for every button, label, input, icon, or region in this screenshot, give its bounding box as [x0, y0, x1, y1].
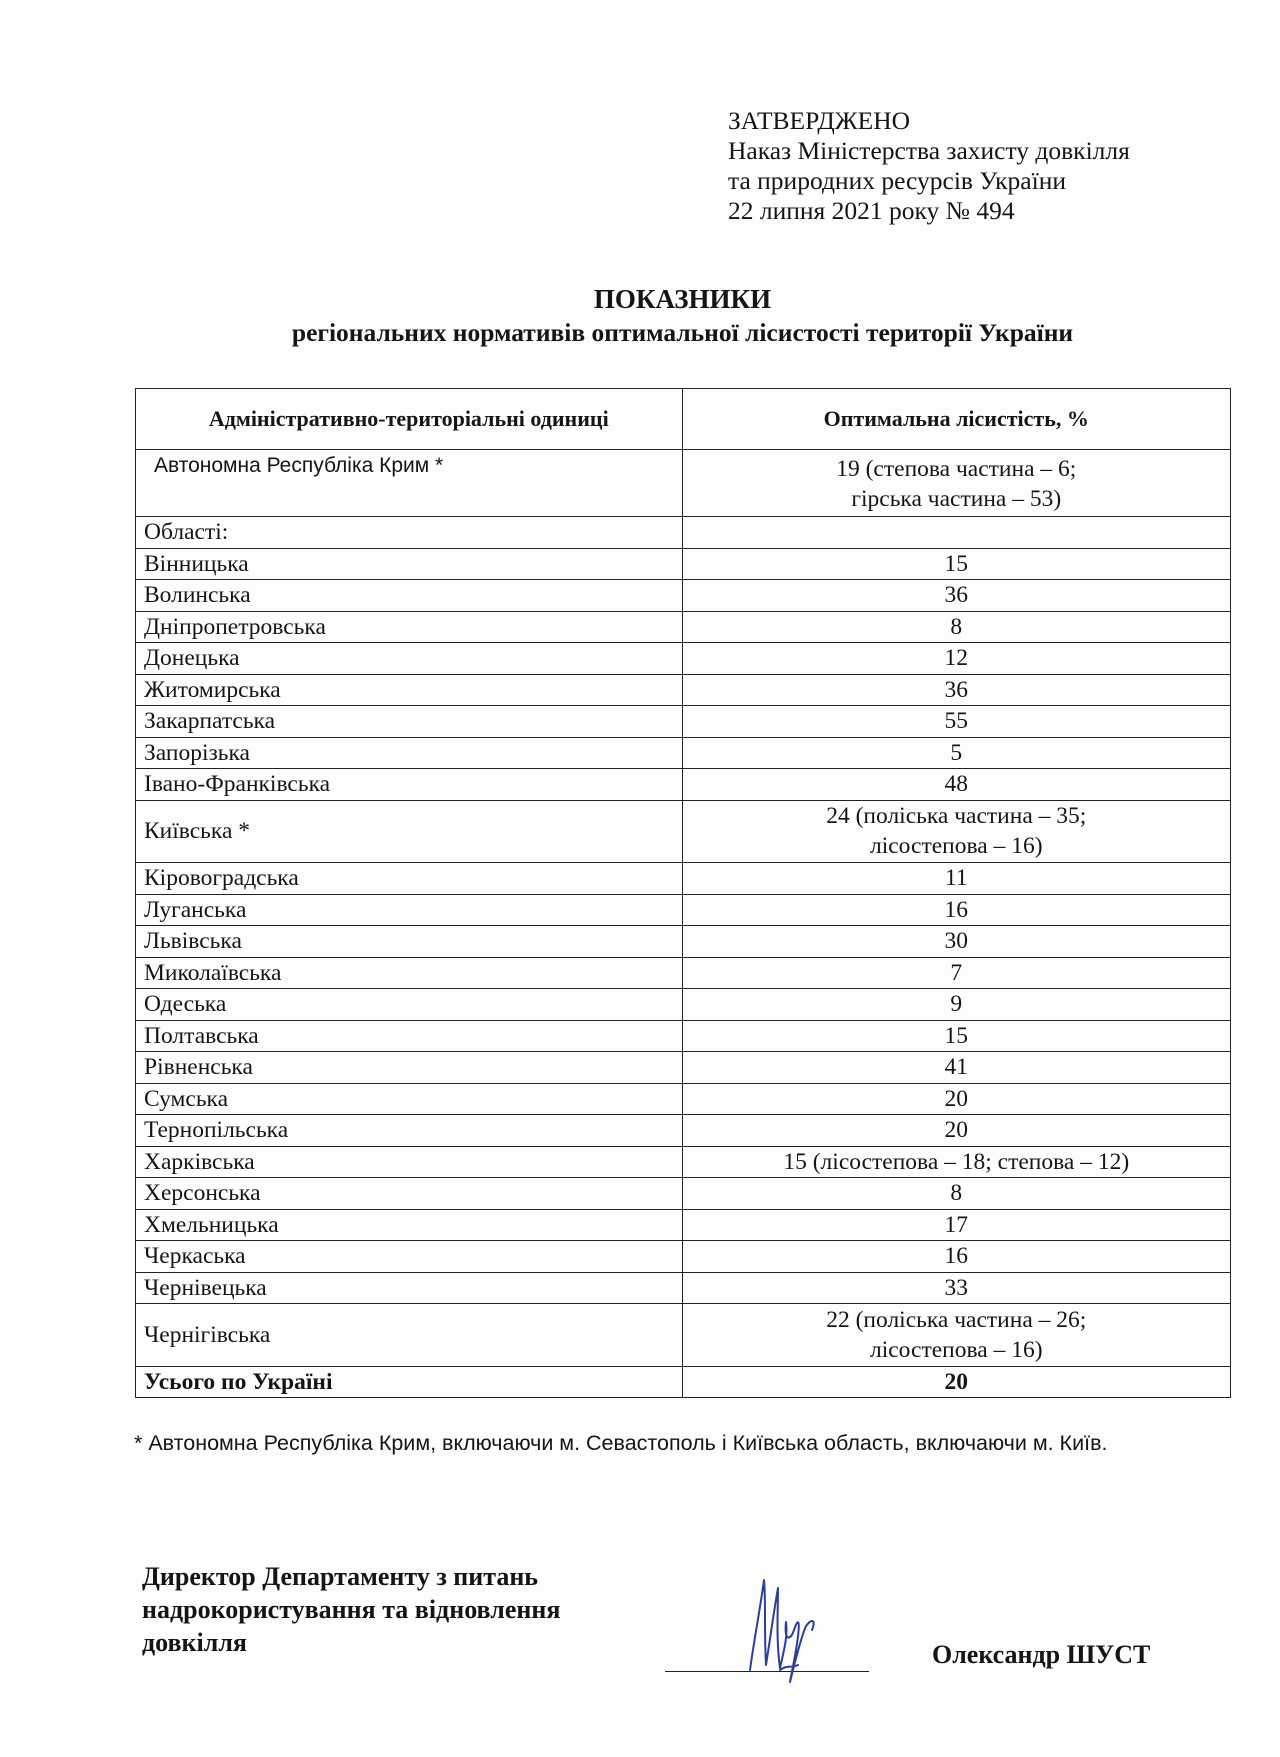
row-name: Чернігівська	[136, 1304, 683, 1367]
row-value-line1: 19 (степова частина – 6;	[836, 456, 1077, 482]
table-row-regions-label	[136, 517, 1231, 549]
signer-title-line3: довкілля	[142, 1628, 247, 1657]
row-name: Харківська	[136, 1146, 683, 1178]
table-row	[136, 706, 1231, 738]
row-name: Одеська	[136, 989, 683, 1021]
row-value-line1: 24 (поліська частина – 35;	[826, 803, 1087, 830]
approval-order: Наказ Міністерства захисту довкілля	[728, 136, 1130, 165]
row-value: 15 (лісостепова – 18; степова – 12)	[682, 1146, 1230, 1178]
row-value: 11	[682, 863, 1230, 895]
row-name: Миколаївська	[136, 957, 683, 989]
total-value: 20	[682, 1366, 1230, 1398]
row-name: Вінницька	[136, 548, 683, 580]
row-name: Херсонська	[136, 1178, 683, 1210]
row-value: 16	[682, 1241, 1230, 1273]
approval-stamp	[728, 106, 1130, 226]
row-value: 15	[682, 548, 1230, 580]
table-row	[136, 611, 1231, 643]
row-value-line2: гірська частина – 53)	[851, 486, 1062, 512]
table-row	[136, 769, 1231, 801]
row-value-line1: 22 (поліська частина – 26;	[826, 1306, 1087, 1333]
table-row	[136, 1020, 1231, 1052]
row-value: 41	[682, 1052, 1230, 1084]
row-value: 9	[682, 989, 1230, 1021]
table-row	[136, 989, 1231, 1021]
row-name: Луганська	[136, 894, 683, 926]
row-value-empty	[682, 517, 1230, 549]
row-value-line2: лісостепова – 16)	[870, 1336, 1043, 1363]
table-row-crimea	[136, 450, 1231, 517]
row-value: 55	[682, 706, 1230, 738]
document-subtitle: регіональних нормативів оптимальної лісистості території України	[291, 318, 1074, 347]
row-name: Запорізька	[136, 737, 683, 769]
row-name: Автономна Республіка Крим *	[136, 450, 683, 517]
row-name: Волинська	[136, 580, 683, 612]
row-value: 16	[682, 894, 1230, 926]
table-row	[136, 548, 1231, 580]
forest-cover-table	[135, 388, 1231, 1398]
signer-title-line2: надрокористування та відновлення	[142, 1595, 561, 1624]
table-row	[136, 1272, 1231, 1304]
row-value: 36	[682, 674, 1230, 706]
signer-name: Олександр ШУСТ	[932, 1640, 1151, 1669]
approval-ministry: та природних ресурсів України	[728, 166, 1066, 195]
row-name: Дніпропетровська	[136, 611, 683, 643]
row-name: Львівська	[136, 926, 683, 958]
handwritten-signature	[720, 1570, 830, 1690]
row-value: 17	[682, 1209, 1230, 1241]
row-value: 7	[682, 957, 1230, 989]
table-row	[136, 1241, 1231, 1273]
row-value: 8	[682, 1178, 1230, 1210]
table-row-total	[136, 1366, 1231, 1398]
table-row	[136, 1115, 1231, 1147]
approval-title: ЗАТВЕРДЖЕНО	[728, 106, 911, 135]
row-value: 30	[682, 926, 1230, 958]
table-row	[136, 674, 1231, 706]
row-name: Івано-Франківська	[136, 769, 683, 801]
signer-title-line1: Директор Департаменту з питань	[142, 1562, 539, 1591]
row-name: Хмельницька	[136, 1209, 683, 1241]
row-value	[682, 1304, 1230, 1367]
row-name: Кіровоградська	[136, 863, 683, 895]
document-title: ПОКАЗНИКИ	[593, 284, 772, 314]
row-name: Полтавська	[136, 1020, 683, 1052]
table-row	[136, 737, 1231, 769]
row-value: 15	[682, 1020, 1230, 1052]
footnote: * Автономна Республіка Крим, включаючи м. Севастополь і Київська область, включаючи м. Київ.	[134, 1431, 1108, 1455]
row-name: Київська *	[136, 800, 683, 863]
row-name: Рівненська	[136, 1052, 683, 1084]
approval-date: 22 липня 2021 року № 494	[728, 196, 1015, 225]
table-row	[136, 1178, 1231, 1210]
row-value: 48	[682, 769, 1230, 801]
table-row	[136, 957, 1231, 989]
table-header-row	[136, 389, 1231, 450]
table-row	[136, 1052, 1231, 1084]
signer-title	[142, 1560, 560, 1659]
table-row	[136, 1304, 1231, 1367]
regions-label: Області:	[136, 517, 683, 549]
row-value: 12	[682, 643, 1230, 675]
column-header-forest-cover: Оптимальна лісистість, %	[682, 389, 1230, 450]
column-header-units: Адміністративно-територіальні одиниці	[136, 389, 683, 450]
table-row	[136, 926, 1231, 958]
row-name: Чернівецька	[136, 1272, 683, 1304]
row-value: 20	[682, 1083, 1230, 1115]
document-heading	[0, 283, 1280, 349]
table-row	[136, 894, 1231, 926]
row-value	[682, 450, 1230, 517]
row-value	[682, 800, 1230, 863]
table-row	[136, 1083, 1231, 1115]
total-name: Усього по Україні	[136, 1366, 683, 1398]
row-value: 5	[682, 737, 1230, 769]
row-value: 33	[682, 1272, 1230, 1304]
row-value: 8	[682, 611, 1230, 643]
row-name: Черкаська	[136, 1241, 683, 1273]
row-name: Тернопільська	[136, 1115, 683, 1147]
row-value-line2: лісостепова – 16)	[870, 833, 1043, 860]
table-row	[136, 800, 1231, 863]
table-row	[136, 1209, 1231, 1241]
row-name: Донецька	[136, 643, 683, 675]
row-name: Сумська	[136, 1083, 683, 1115]
row-value: 20	[682, 1115, 1230, 1147]
row-value: 36	[682, 580, 1230, 612]
table-row	[136, 580, 1231, 612]
row-name: Закарпатська	[136, 706, 683, 738]
table-row	[136, 1146, 1231, 1178]
row-name: Житомирська	[136, 674, 683, 706]
table-row	[136, 643, 1231, 675]
table-row	[136, 863, 1231, 895]
